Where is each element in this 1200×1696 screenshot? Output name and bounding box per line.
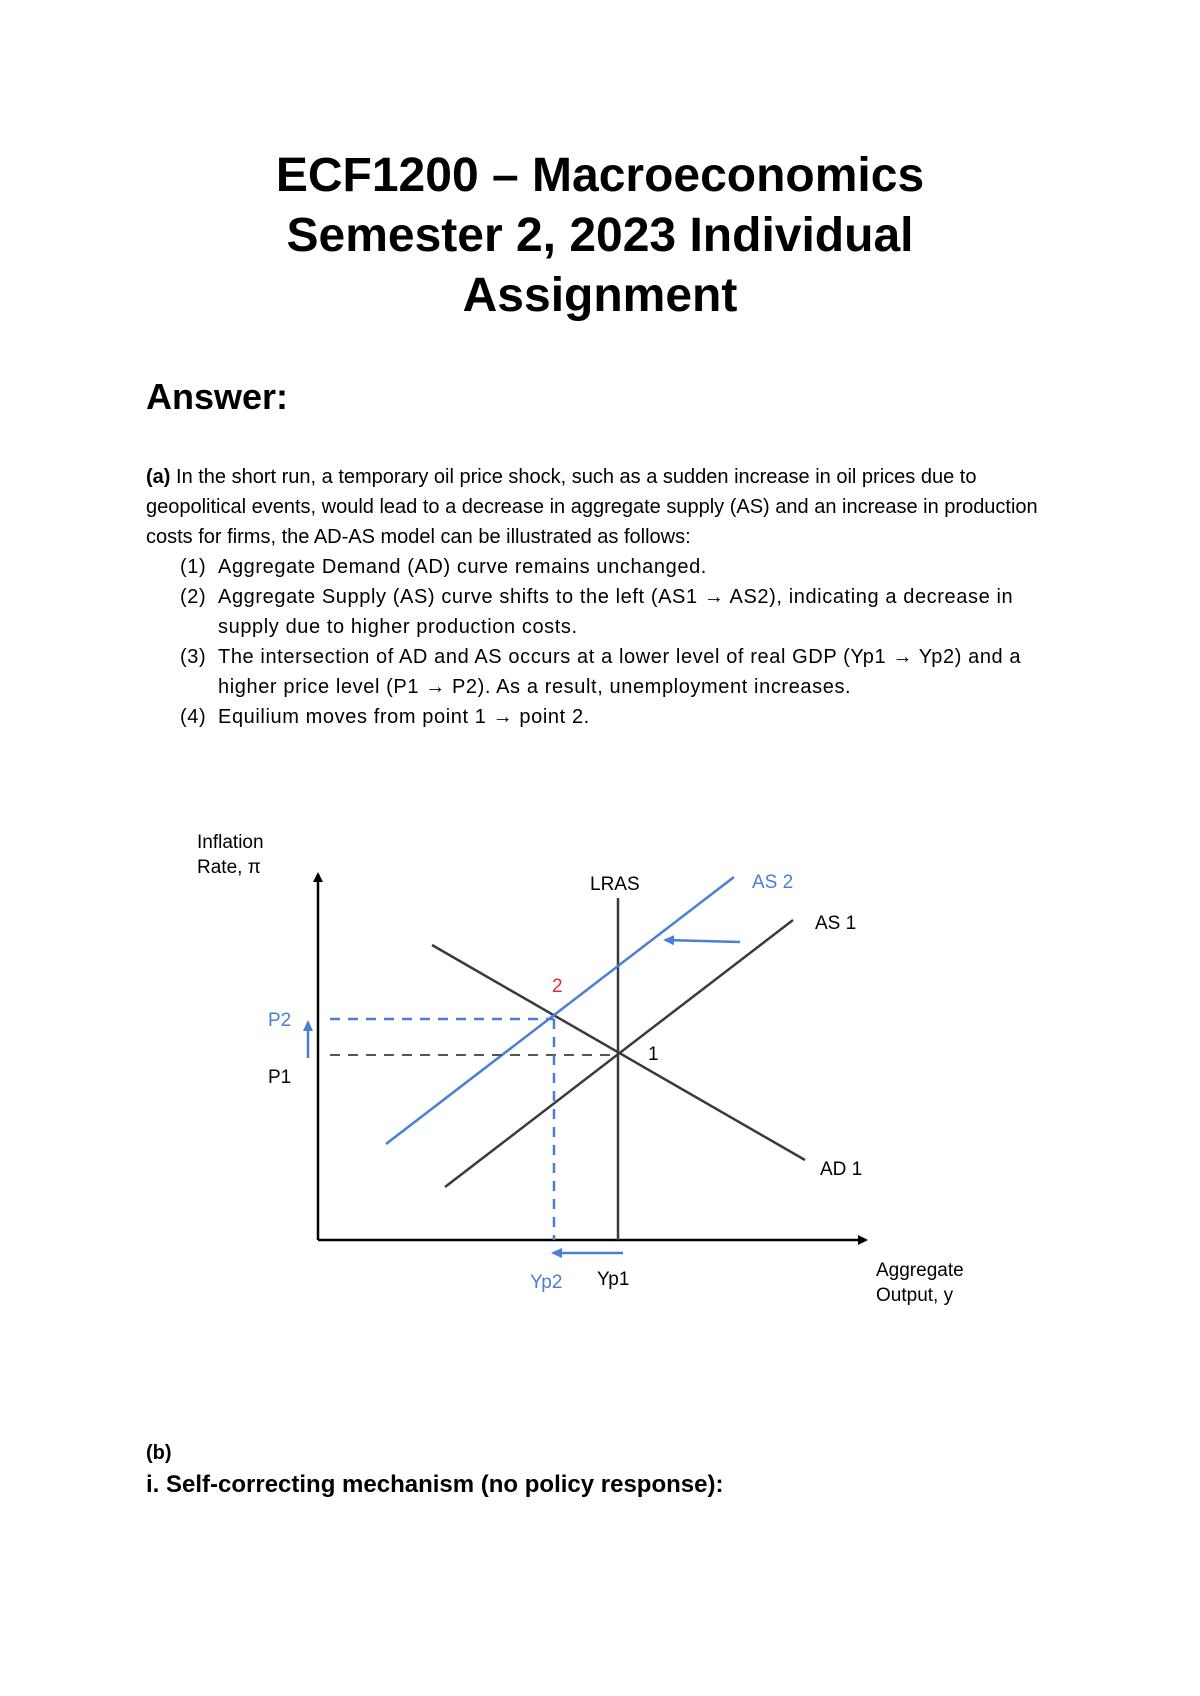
point-1-label: 1: [648, 1044, 659, 1065]
list-item-text: The intersection of AD and AS occurs at a lower level of real GDP (Yp1 → Yp2) and a higher price level (P1 → P2). As a result, unemployment increases.: [218, 646, 1022, 698]
answer-heading: Answer:: [146, 376, 289, 417]
part-a-intro-text: In the short run, a temporary oil price shock, such as a sudden increase in oil prices due to geopolitical events, would lead to a decrease in aggregate supply (AS) and an increase in production costs for firms, the AD-AS model can be illustrated as follows:: [146, 466, 1038, 548]
x-axis-label-line2: Output, y: [876, 1285, 954, 1306]
document-title: [0, 146, 1200, 326]
x-axis-label-line1: Aggregate: [876, 1260, 964, 1281]
list-item-number: (2): [180, 586, 207, 608]
yp1-label: Yp1: [597, 1269, 630, 1290]
part-a-intro: [146, 462, 1076, 552]
list-item-text: Aggregate Supply (AS) curve shifts to the left (AS1 → AS2), indicating a decrease in supply due to higher production costs.: [218, 586, 1014, 638]
ad1-label: AD 1: [820, 1159, 863, 1180]
list-item-text: Equilium moves from point 1 → point 2.: [218, 706, 590, 728]
part-b-label: (b): [146, 1442, 172, 1464]
as2-line: [386, 877, 734, 1144]
title-line-3: Assignment: [462, 269, 738, 322]
lras-label: LRAS: [590, 874, 640, 895]
list-item: [180, 552, 1060, 582]
point-2-label: 2: [552, 976, 563, 997]
as1-label: AS 1: [815, 913, 857, 934]
title-line-1: ECF1200 – Macroeconomics: [275, 149, 925, 202]
part-b-sub-heading: i. Self-correcting mechanism (no policy response):: [146, 1471, 724, 1498]
as-shift-arrow: [665, 940, 740, 942]
title-line-2: Semester 2, 2023 Individual: [286, 209, 914, 262]
list-item-number: (3): [180, 646, 207, 668]
ad-as-diagram-svg: [0, 790, 1200, 1330]
list-item: [180, 702, 1060, 732]
y-axis-label-line1: Inflation: [197, 832, 264, 853]
as2-label: AS 2: [752, 872, 794, 893]
list-item: [180, 582, 1060, 642]
list-item: [180, 642, 1060, 702]
p2-label: P2: [268, 1010, 292, 1031]
ad-as-diagram: [0, 790, 1200, 1330]
y-axis-label-line2: Rate, π: [197, 857, 261, 878]
part-a-list: [180, 552, 1060, 732]
list-item-number: (1): [180, 556, 207, 578]
list-item-number: (4): [180, 706, 207, 728]
part-a-label: (a): [146, 466, 171, 488]
yp2-label: Yp2: [530, 1272, 563, 1293]
list-item-text: Aggregate Demand (AD) curve remains unchanged.: [218, 556, 707, 578]
p1-label: P1: [268, 1067, 292, 1088]
